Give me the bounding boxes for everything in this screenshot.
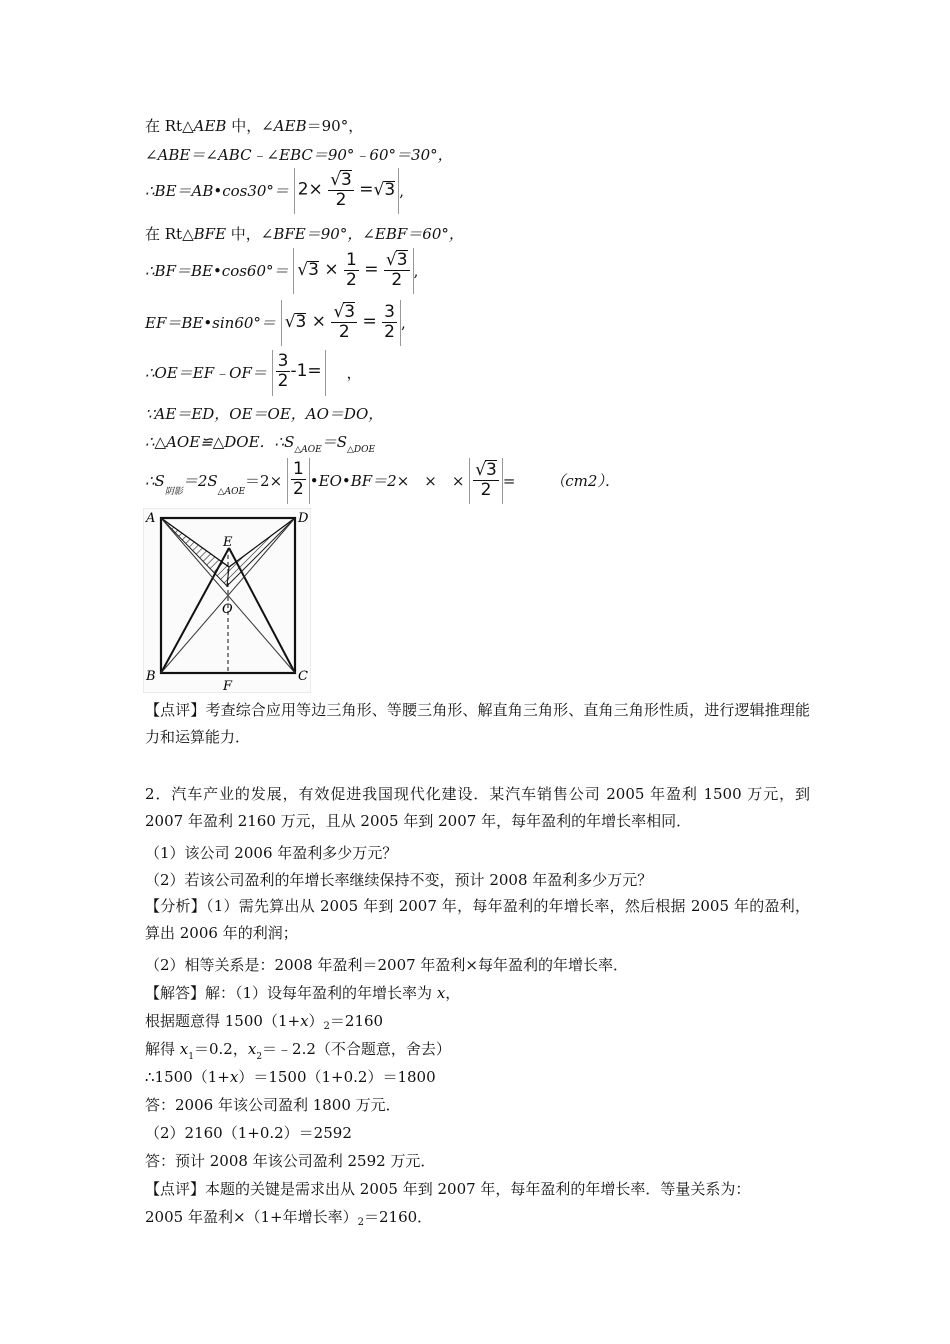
geometry-diagram bbox=[143, 508, 311, 693]
label-b: B bbox=[146, 669, 156, 684]
formula-box: $\frac{3}{2}$ -1= bbox=[272, 350, 326, 396]
proof-line-1: 在 Rt△AEB 中，∠AEB＝90°， bbox=[145, 117, 364, 135]
proof-line-4: 在 Rt△BFE 中，∠BFE＝90°，∠EBF＝60°， bbox=[145, 225, 464, 243]
question-2-stem: 2．汽车产业的发展，有效促进我国现代化建设．某汽车销售公司 2005 年盈利 1500 万元，到 2007 年盈利 2160 万元，且从 2005 年到 2007 年，每年盈利的年增长率相同． bbox=[145, 785, 810, 830]
comment-1: 【点评】考查综合应用等边三角形、等腰三角形、解直角三角形、直角三角形性质，进行逻辑推理能力和运算能力． bbox=[145, 701, 810, 746]
label-f: F bbox=[223, 679, 233, 693]
proof-line-6: EF＝BE•sin60°＝ √3 × $\frac{√3}{2}$ = $\frac{3}{2}$ , bbox=[145, 300, 406, 346]
solution-line-1: 【解答】解：（1）设每年盈利的年增长率为 x， bbox=[145, 984, 461, 1002]
formula-box: 2× $\frac{√3}{2}$ =√3 bbox=[294, 168, 399, 214]
formula-box: √3 × $\frac{√3}{2}$ = $\frac{3}{2}$ bbox=[281, 300, 401, 346]
proof-line-5: ∴BF＝BE•cos60°＝ √3 × $\frac{1}{2}$ = $\frac{√3}{2}$ , bbox=[145, 248, 418, 294]
proof-line-8: ∵AE＝ED，OE＝OE，AO＝DO， bbox=[145, 405, 384, 423]
label-d: D bbox=[298, 511, 309, 526]
proof-line-10: $\therefore S_{阴影}=2S_{\triangle AOE}=2\times$ $\frac{1}{2}$ •EO•BF＝2× × × $\frac{√3}{2}$ = （cm2）． bbox=[145, 458, 620, 504]
analysis: 【分析】（1）需先算出从 2005 年到 2007 年，每年盈利的年增长率，然后根据 2005 年的盈利，算出 2006 年的利润； bbox=[145, 897, 810, 942]
proof-line-7: ∴OE＝EF﹣OF＝ $\frac{3}{2}$ -1= ， bbox=[145, 350, 361, 396]
formula-box: √3 × $\frac{1}{2}$ = $\frac{√3}{2}$ bbox=[293, 248, 413, 294]
answer-1: 答：2006 年该公司盈利 1800 万元． bbox=[145, 1096, 401, 1114]
answer-2: 答：预计 2008 年该公司盈利 2592 万元． bbox=[145, 1152, 436, 1170]
question-2-part-1: （1）该公司 2006 年盈利多少万元？ bbox=[145, 844, 398, 862]
geometry-figure bbox=[143, 508, 311, 693]
formula-box: $\frac{√3}{2}$ bbox=[469, 458, 503, 504]
proof-line-3: ∴BE＝AB•cos30°＝ 2× $\frac{√3}{2}$ =√3 , bbox=[145, 168, 404, 214]
formula-box: $\frac{1}{2}$ bbox=[287, 458, 310, 504]
solution-line-2: 根据题意得 $1500(1+x)_2=2160$ bbox=[145, 1012, 384, 1032]
label-c: C bbox=[298, 669, 308, 684]
comment-2-line-1: 【点评】本题的关键是需求出从 2005 年到 2007 年，每年盈利的年增长率．等量关系为： bbox=[145, 1180, 751, 1198]
label-e: E bbox=[223, 535, 233, 550]
comment-2-line-2: 2005 年盈利×（1+年增长率）$_2=2160$． bbox=[145, 1208, 433, 1228]
proof-line-2: ∠ABE＝∠ABC﹣∠EBC＝90°﹣60°＝30°， bbox=[145, 146, 453, 164]
label-o: O bbox=[222, 602, 233, 617]
question-2-part-2: （2）若该公司盈利的年增长率继续保持不变，预计 2008 年盈利多少万元？ bbox=[145, 871, 653, 889]
label-a: A bbox=[146, 511, 156, 526]
solution-line-5: （2）2160（1+0.2）＝2592 bbox=[145, 1124, 352, 1142]
proof-line-9: ∴△AOE≌△DOE．$\therefore S_{\triangle AOE}=S_{\triangle DOE}$ bbox=[145, 433, 376, 455]
solution-line-3: 解得 $x_1=0.2$，$x_2=﹣2.2$（不合题意，舍去） bbox=[145, 1040, 451, 1062]
solution-line-4: ∴1500（1+x）＝1500（1+0.2）＝1800 bbox=[145, 1068, 436, 1086]
analysis-2: （2）相等关系是：2008 年盈利＝2007 年盈利×每年盈利的年增长率． bbox=[145, 956, 628, 974]
